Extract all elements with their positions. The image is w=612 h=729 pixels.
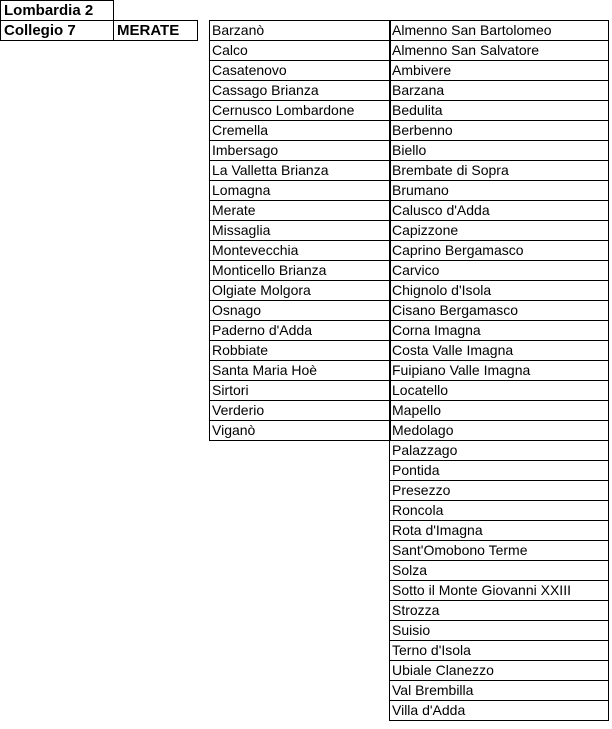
municipality-cell: Mapello (390, 401, 608, 421)
municipality-cell: Casatenovo (210, 61, 390, 81)
municipality-cell: Capizzone (390, 221, 608, 241)
municipality-cell: Robbiate (210, 341, 390, 361)
municipality-cell: Barzanò (210, 21, 390, 41)
municipality-cell: Lomagna (210, 181, 390, 201)
municipality-cell: Pontida (390, 461, 608, 481)
city-cell: MERATE (113, 20, 198, 41)
municipality-column-right (389, 20, 609, 721)
municipality-cell: Paderno d'Adda (210, 321, 390, 341)
municipality-cell: Caprino Bergamasco (390, 241, 608, 261)
municipality-cell: Calco (210, 41, 390, 61)
municipality-cell: Rota d'Imagna (390, 521, 608, 541)
municipality-cell: Almenno San Salvatore (390, 41, 608, 61)
municipality-cell: Suisio (390, 621, 608, 641)
municipality-cell: Brumano (390, 181, 608, 201)
municipality-cell: Medolago (390, 421, 608, 441)
municipality-cell: La Valletta Brianza (210, 161, 390, 181)
municipality-cell: Chignolo d'Isola (390, 281, 608, 301)
municipality-cell: Sirtori (210, 381, 390, 401)
municipality-cell: Presezzo (390, 481, 608, 501)
municipality-cell: Sotto il Monte Giovanni XXIII (390, 581, 608, 601)
municipality-cell: Missaglia (210, 221, 390, 241)
municipality-cell: Almenno San Bartolomeo (390, 21, 608, 41)
municipality-cell: Corna Imagna (390, 321, 608, 341)
municipality-cell: Costa Valle Imagna (390, 341, 608, 361)
municipality-cell: Viganò (210, 421, 390, 441)
municipality-cell: Sant'Omobono Terme (390, 541, 608, 561)
municipality-cell: Terno d'Isola (390, 641, 608, 661)
municipality-cell: Cassago Brianza (210, 81, 390, 101)
municipality-cell: Montevecchia (210, 241, 390, 261)
municipality-cell: Imbersago (210, 141, 390, 161)
municipality-cell: Merate (210, 201, 390, 221)
municipality-cell: Val Brembilla (390, 681, 608, 701)
municipality-cell: Villa d'Adda (390, 701, 608, 721)
municipality-cell: Ambivere (390, 61, 608, 81)
municipality-column-left (209, 20, 391, 441)
collegio-cell: Collegio 7 (0, 20, 114, 41)
municipality-cell: Carvico (390, 261, 608, 281)
municipality-cell: Cisano Bergamasco (390, 301, 608, 321)
municipality-cell: Barzana (390, 81, 608, 101)
municipality-cell: Biello (390, 141, 608, 161)
municipality-cell: Palazzago (390, 441, 608, 461)
municipality-cell: Cernusco Lombardone (210, 101, 390, 121)
municipality-cell: Solza (390, 561, 608, 581)
municipality-cell: Verderio (210, 401, 390, 421)
municipality-cell: Strozza (390, 601, 608, 621)
municipality-cell: Roncola (390, 501, 608, 521)
municipality-cell: Monticello Brianza (210, 261, 390, 281)
municipality-cell: Bedulita (390, 101, 608, 121)
municipality-cell: Locatello (390, 381, 608, 401)
municipality-cell: Olgiate Molgora (210, 281, 390, 301)
municipality-cell: Santa Maria Hoè (210, 361, 390, 381)
municipality-cell: Calusco d'Adda (390, 201, 608, 221)
municipality-cell: Fuipiano Valle Imagna (390, 361, 608, 381)
region-cell: Lombardia 2 (0, 0, 114, 21)
municipality-cell: Cremella (210, 121, 390, 141)
municipality-cell: Ubiale Clanezzo (390, 661, 608, 681)
municipality-cell: Osnago (210, 301, 390, 321)
municipality-cell: Brembate di Sopra (390, 161, 608, 181)
municipality-cell: Berbenno (390, 121, 608, 141)
